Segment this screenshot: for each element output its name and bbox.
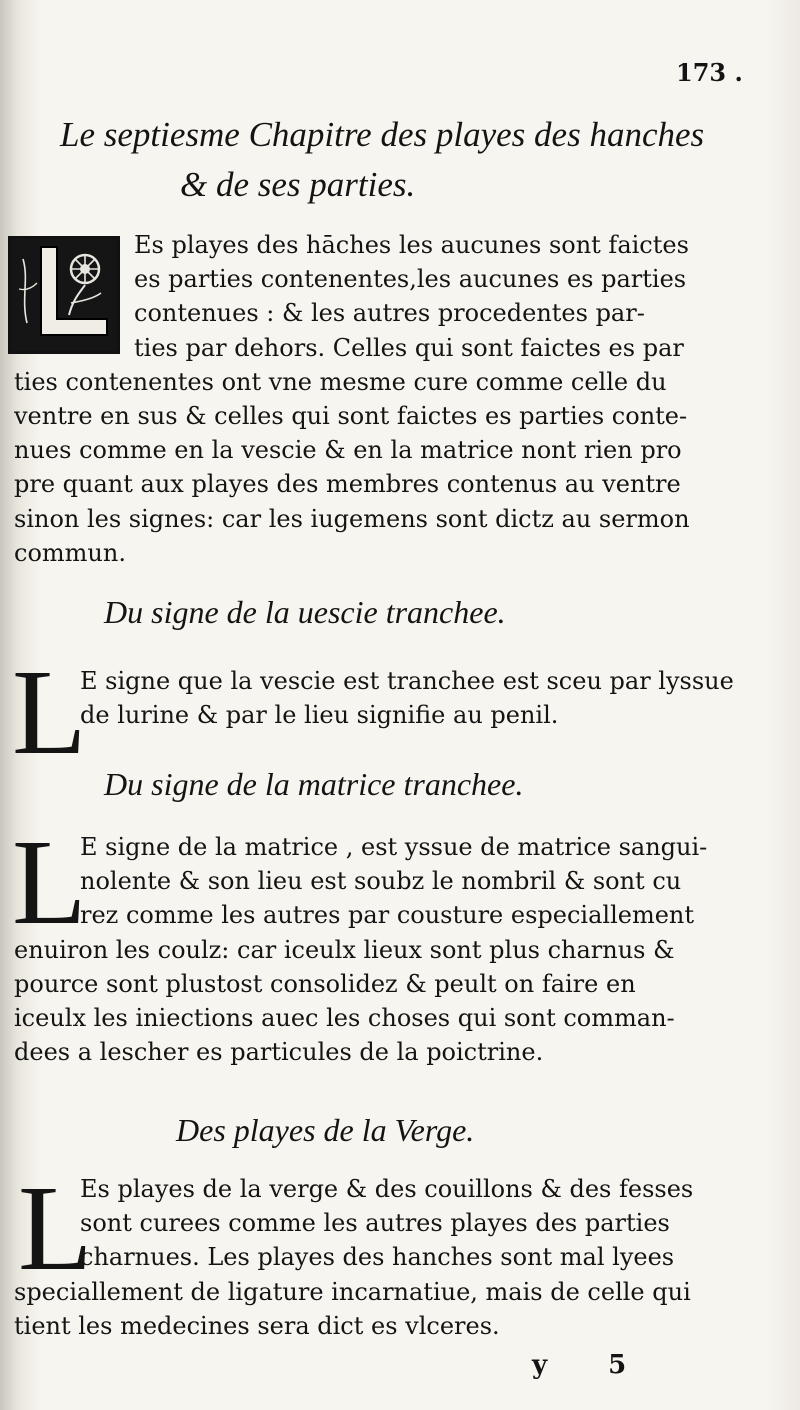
text-line: enuiron les coulz: car iceulx lieux sont plus charnus &	[14, 935, 675, 964]
text-line: iceulx les iniections auec les choses qui sont comman-	[14, 1004, 675, 1033]
intro-paragraph	[14, 228, 740, 570]
text-line: pource sont plustost consolidez & peult on faire en	[14, 969, 636, 998]
text-line: ties contenentes ont vne mesme cure comme celle du	[14, 367, 667, 396]
text-line: es parties contenentes,les aucunes es parties	[134, 265, 687, 294]
page-number: 173 .	[676, 58, 743, 87]
signature-mark: y 5	[532, 1350, 653, 1380]
initial-letter: L	[12, 645, 87, 780]
text-line: ventre en sus & celles qui sont faictes es parties conte-	[14, 402, 688, 431]
section3-paragraph	[14, 1172, 740, 1343]
chapter-title	[60, 110, 760, 210]
text-line: E signe de la matrice , est yssue de matrice sangui-	[80, 833, 708, 861]
text-line: speciallement de ligature incarnatiue, mais de celle qui	[14, 1277, 691, 1306]
text-line: nues comme en la vescie & en la matrice nont rien pro	[14, 436, 682, 465]
section-heading-matrice: Du signe de la matrice tranchee.	[104, 766, 524, 802]
text-line: nolente & son lieu est soubz le nombril & sont cu	[80, 867, 682, 896]
text-line: Es playes des hāches les aucunes sont faictes	[134, 231, 689, 259]
text-line: E signe que la vescie est tranchee est sceu par lyssue	[80, 667, 734, 695]
initial-letter: L	[18, 1161, 93, 1296]
section1-paragraph	[14, 664, 740, 732]
text-line: charnues. Les playes des hanches sont mal lyees	[80, 1243, 675, 1272]
text-line: contenues : & les autres procedentes par-	[134, 299, 645, 328]
chapter-title-line2: & de ses parties.	[180, 165, 416, 204]
text-line: sont curees comme les autres playes des parties	[80, 1209, 670, 1238]
text-line: ties par dehors. Celles qui sont faictes es par	[134, 333, 684, 362]
text-line: rez comme les autres par cousture especiallement	[80, 901, 695, 930]
text-line: tient les medecines sera dict es vlceres.	[14, 1311, 500, 1340]
text-line: Es playes de la verge & des couillons & des fesses	[80, 1175, 694, 1203]
initial-letter: L	[12, 815, 87, 950]
chapter-title-line1: Le septiesme Chapitre des playes des hanches	[60, 115, 705, 154]
section-heading-verge: Des playes de la Verge.	[176, 1112, 475, 1148]
text-line: de lurine & par le lieu signifie au penil.	[80, 701, 559, 730]
section2-paragraph	[14, 830, 740, 1069]
section-heading-vescie: Du signe de la uescie tranchee.	[104, 594, 506, 630]
text-line: dees a lescher es particules de la poictrine.	[14, 1038, 544, 1067]
text-line: sinon les signes: car les iugemens sont dictz au sermon	[14, 504, 690, 533]
text-line: pre quant aux playes des membres contenus au ventre	[14, 470, 681, 499]
text-line: commun.	[14, 538, 126, 567]
